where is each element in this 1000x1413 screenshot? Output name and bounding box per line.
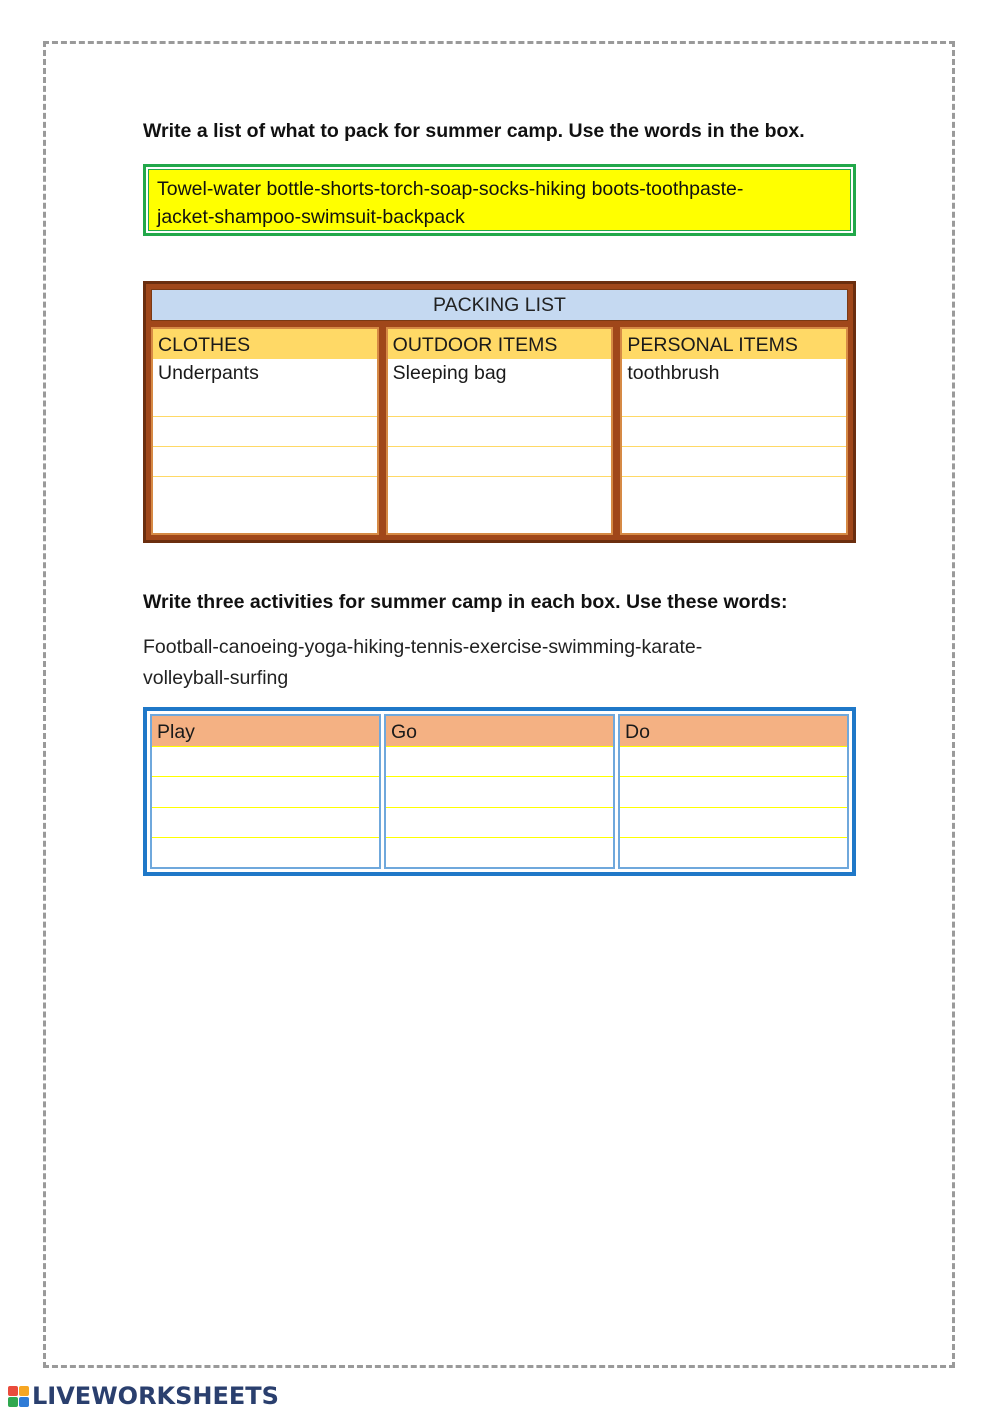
word-bank-content: [148, 169, 851, 231]
activity-words-line-1: Football-canoeing-yoga-hiking-tennis-exercise-swimming-karate-: [143, 636, 703, 658]
liveworksheets-logo: [8, 1381, 279, 1411]
activity-cell-play-4[interactable]: [152, 838, 379, 867]
activity-cell-go-1[interactable]: [386, 747, 613, 777]
activity-cell-do-3[interactable]: [620, 808, 847, 838]
packing-column-personal-items: [620, 327, 848, 535]
activity-cell-play-3[interactable]: [152, 808, 379, 838]
logo-block-2: [19, 1386, 29, 1396]
activity-column-go: [384, 714, 615, 869]
word-bank-box: [143, 164, 856, 236]
activity-words-line-2: volleyball-surfing: [143, 667, 289, 689]
activity-cell-do-2[interactable]: [620, 777, 847, 807]
logo-block-1: [8, 1386, 18, 1396]
packing-cell-personal-4[interactable]: [622, 477, 846, 533]
packing-list-table: [143, 281, 856, 543]
activity-cell-do-4[interactable]: [620, 838, 847, 867]
logo-block-4: [19, 1397, 29, 1407]
activity-header-play: Play: [152, 716, 379, 747]
logo-block-3: [8, 1397, 18, 1407]
activity-cell-go-2[interactable]: [386, 777, 613, 807]
logo-text: LIVEWORKSHEETS: [32, 1382, 279, 1410]
packing-header-clothes: CLOTHES: [153, 329, 377, 359]
packing-cell-outdoor-1[interactable]: Sleeping bag: [388, 359, 612, 417]
packing-cell-outdoor-2[interactable]: [388, 417, 612, 447]
packing-cell-clothes-4[interactable]: [153, 477, 377, 533]
packing-list-title: PACKING LIST: [151, 289, 848, 321]
word-bank-line-2: jacket-shampoo-swimsuit-backpack: [157, 206, 465, 228]
packing-header-outdoor-items: OUTDOOR ITEMS: [388, 329, 612, 359]
activity-cell-go-3[interactable]: [386, 808, 613, 838]
packing-column-clothes: [151, 327, 379, 535]
packing-cell-clothes-1[interactable]: Underpants: [153, 359, 377, 417]
packing-header-personal-items: PERSONAL ITEMS: [622, 329, 846, 359]
word-bank-line-1: Towel-water bottle-shorts-torch-soap-socks-hiking boots-toothpaste-: [157, 178, 744, 200]
packing-column-outdoor-items: [386, 327, 614, 535]
activity-header-go: Go: [386, 716, 613, 747]
activity-cell-do-1[interactable]: [620, 747, 847, 777]
logo-blocks-icon: [8, 1386, 29, 1407]
activity-column-do: [618, 714, 849, 869]
instruction-heading-activities: Write three activities for summer camp in each box. Use these words:: [143, 591, 788, 613]
activity-cell-play-1[interactable]: [152, 747, 379, 777]
activities-table: [143, 707, 856, 876]
packing-cell-personal-2[interactable]: [622, 417, 846, 447]
activity-cell-go-4[interactable]: [386, 838, 613, 867]
packing-cell-clothes-2[interactable]: [153, 417, 377, 447]
packing-cell-outdoor-3[interactable]: [388, 447, 612, 477]
activity-cell-play-2[interactable]: [152, 777, 379, 807]
page-border: [43, 41, 955, 1368]
packing-cell-outdoor-4[interactable]: [388, 477, 612, 533]
activity-word-list: [143, 632, 843, 694]
activity-column-play: [150, 714, 381, 869]
packing-cell-personal-1[interactable]: toothbrush: [622, 359, 846, 417]
packing-cell-clothes-3[interactable]: [153, 447, 377, 477]
packing-cell-personal-3[interactable]: [622, 447, 846, 477]
activity-header-do: Do: [620, 716, 847, 747]
instruction-heading-packing: Write a list of what to pack for summer camp. Use the words in the box.: [143, 120, 805, 142]
